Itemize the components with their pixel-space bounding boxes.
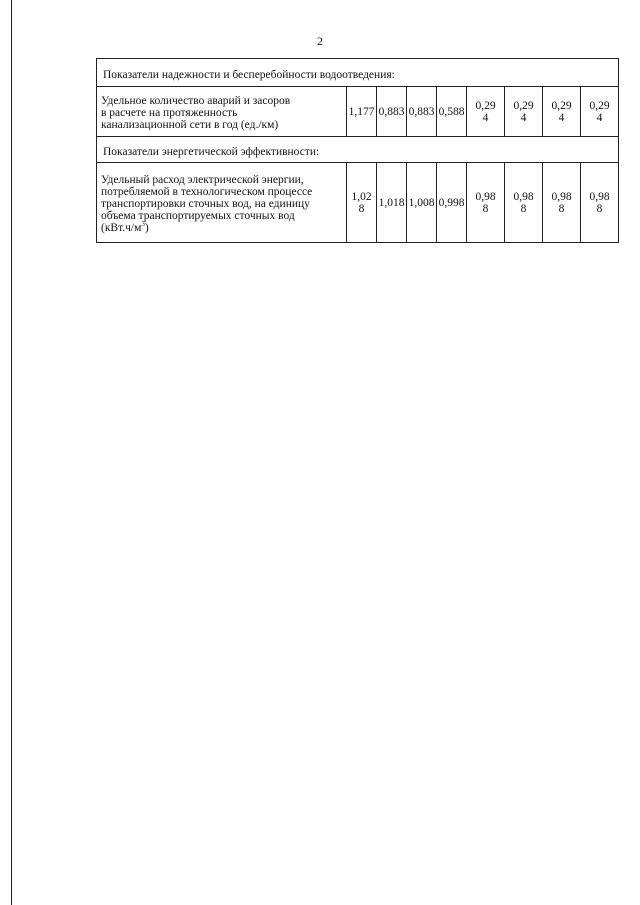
label-line: Удельный расход электрической энергии, <box>101 173 304 186</box>
label-line: транспортировки сточных вод, на единицу <box>101 197 310 210</box>
value-cell: 0,98 8 <box>505 163 543 243</box>
section-header-energy: Показатели энергетической эффективности: <box>97 137 619 163</box>
value-cell: 1,177 <box>347 87 377 137</box>
value-cell: 0,98 8 <box>581 163 619 243</box>
row-label-energy <box>97 163 347 243</box>
value-cell: 1,018 <box>377 163 407 243</box>
value-cell: 0,883 <box>377 87 407 137</box>
superscript: 3 <box>141 219 145 228</box>
value-cell: 0,29 4 <box>581 87 619 137</box>
label-line: канализационной сети в год (ед./км) <box>101 118 279 131</box>
label-line: Удельное количество аварий и засоров <box>101 94 291 107</box>
value-cell: 0,883 <box>407 87 437 137</box>
value-cell: 0,98 8 <box>543 163 581 243</box>
indicators-table <box>96 58 619 243</box>
row-label-accidents <box>97 87 347 137</box>
value-cell: 0,998 <box>437 163 467 243</box>
value-cell: 0,29 4 <box>543 87 581 137</box>
label-line: в расчете на протяженность <box>101 106 238 119</box>
page-edge-line <box>11 0 12 905</box>
label-line: $(кВт.ч/м^3)$ <box>101 219 149 234</box>
value-cell: 0,588 <box>437 87 467 137</box>
page-number: 2 <box>317 34 323 48</box>
value-cell: 1,008 <box>407 163 437 243</box>
label-line: потребляемой в технологическом процессе <box>101 185 313 198</box>
section-header-reliability: Показатели надежности и бесперебойности водоотведения: <box>97 59 619 87</box>
value-cell: 0,29 4 <box>467 87 505 137</box>
value-cell: 0,98 8 <box>467 163 505 243</box>
label-line: объема транспортируемых сточных вод <box>101 209 295 222</box>
value-cell: 1,02 8 <box>347 163 377 243</box>
value-cell: 0,29 4 <box>505 87 543 137</box>
